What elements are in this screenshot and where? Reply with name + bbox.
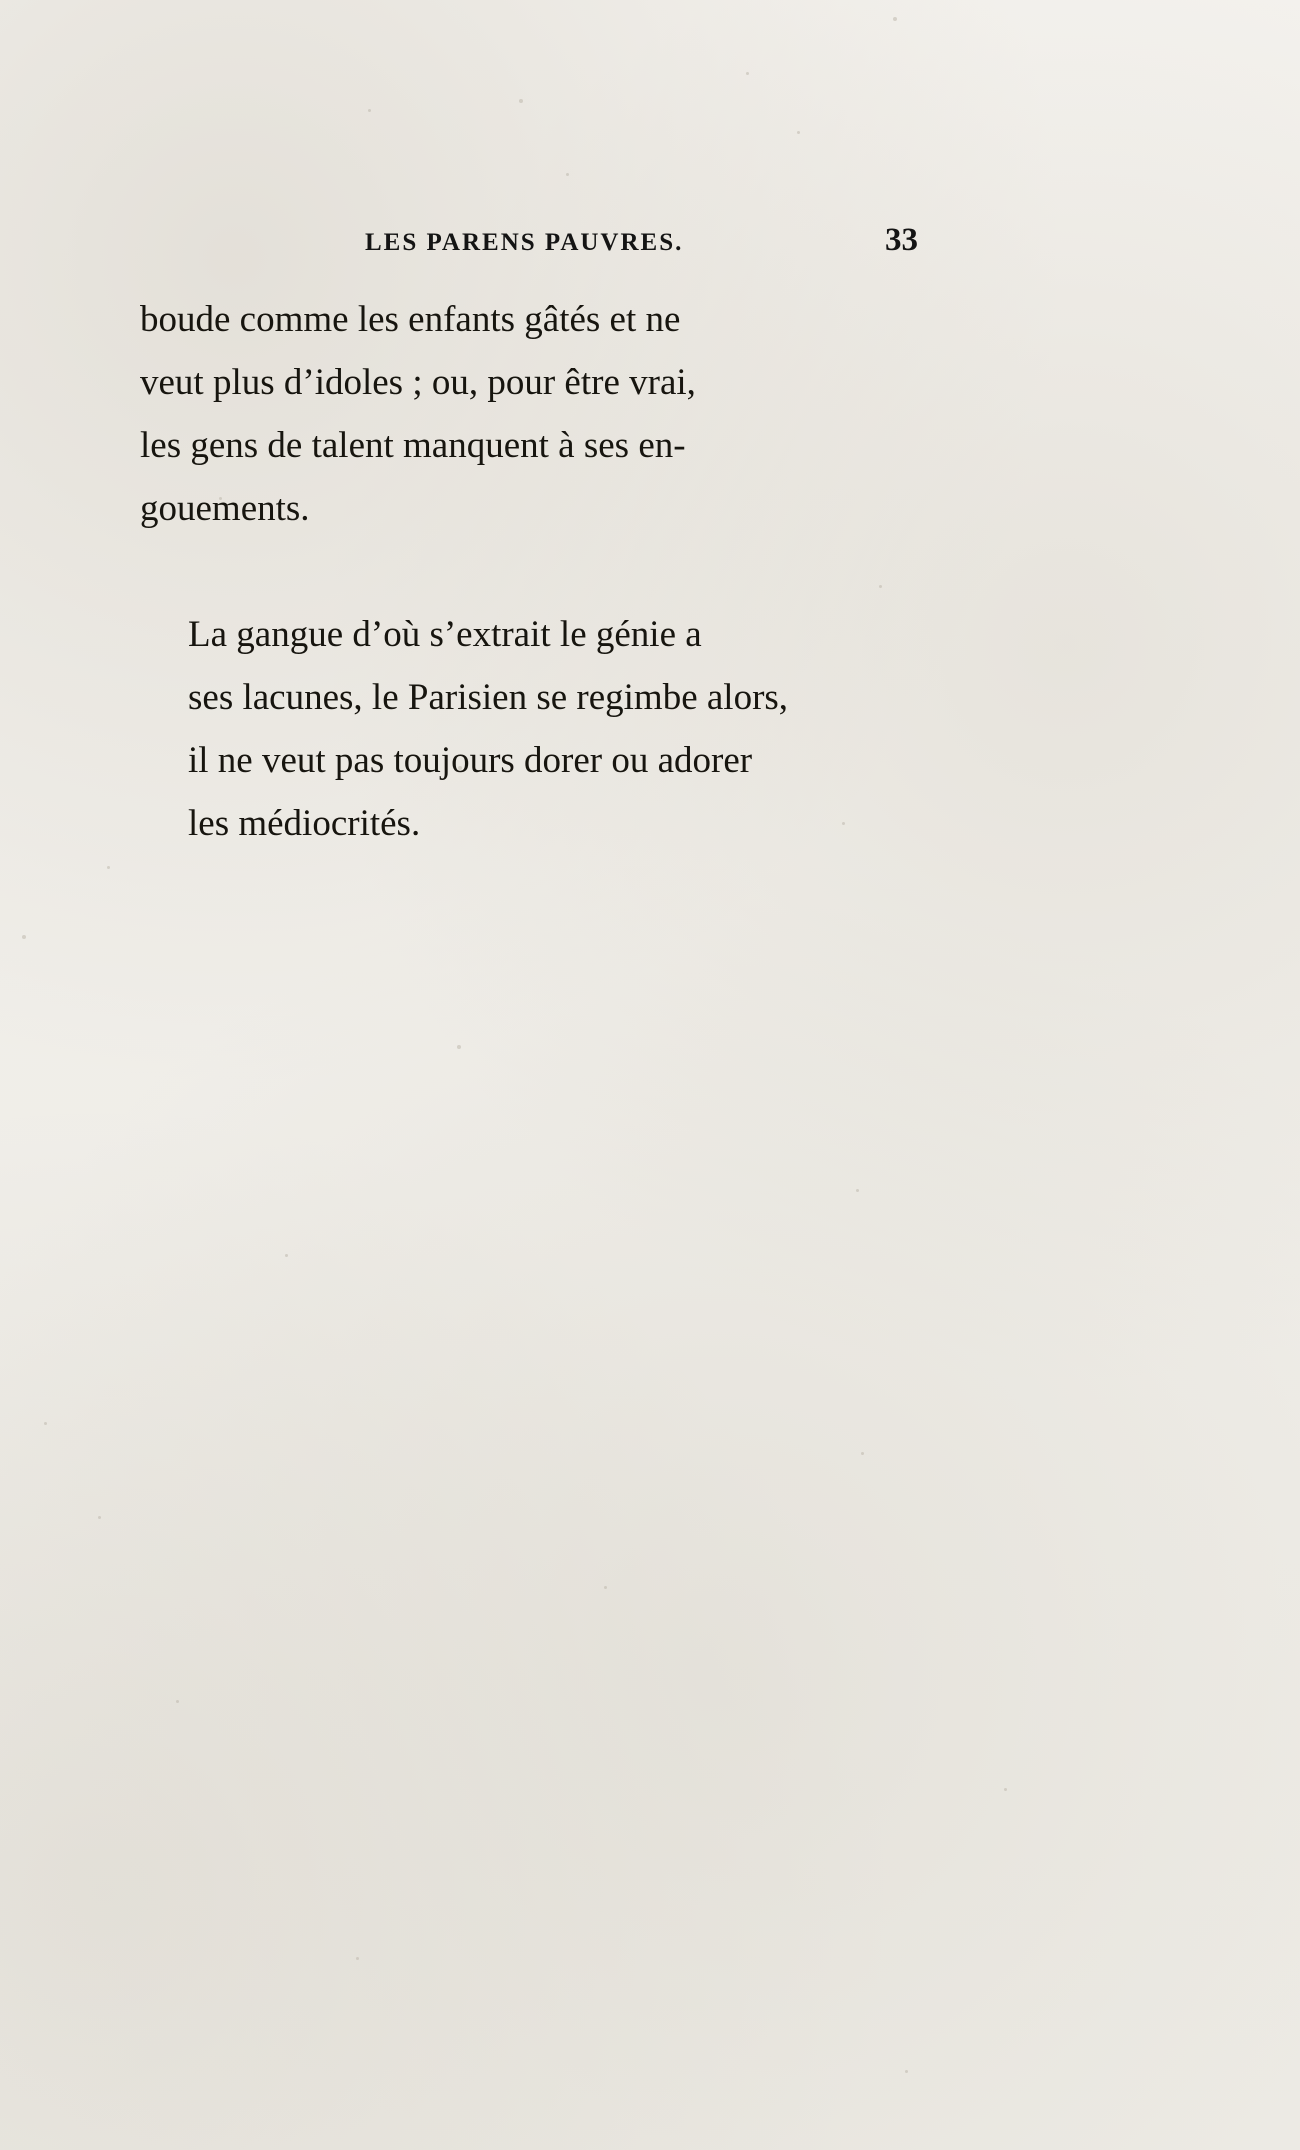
paper-speck: [285, 1254, 288, 1257]
paper-speck: [356, 1957, 359, 1960]
paper-speck: [604, 1586, 607, 1589]
line-text: les gens de talent manquent à ses en-: [140, 425, 686, 466]
paper-speck: [856, 1189, 859, 1192]
paper-speck: [746, 72, 749, 75]
line-text: boude comme les enfants gâtés et ne: [140, 299, 681, 340]
text-line: il ne veut pas toujours dorer ou adorer: [188, 740, 753, 781]
text-line: les médiocrités.: [188, 803, 421, 844]
running-head-title: LES PARENS PAUVRES.: [365, 229, 684, 256]
paper-speck: [22, 935, 26, 939]
running-head: [140, 222, 970, 259]
text-line: [140, 351, 970, 414]
paper-speck: [519, 99, 523, 103]
paper-speck: [566, 173, 569, 176]
body-text: [140, 288, 970, 855]
paper-speck: [368, 109, 371, 112]
text-line: ses lacunes, le Parisien se regimbe alors,: [188, 677, 789, 718]
line-text: veut plus d’idoles ; ou, pour être vrai,: [140, 362, 696, 403]
paper-speck: [457, 1045, 461, 1049]
page-number: 33: [885, 222, 918, 258]
text-line: gouements.: [140, 488, 310, 529]
text-line: [140, 288, 970, 351]
text-line: [140, 414, 970, 477]
paragraph: [140, 603, 970, 855]
text-line: La gangue d’où s’extrait le génie a: [188, 614, 702, 655]
paper-speck: [1004, 1788, 1007, 1791]
paper-speck: [176, 1700, 179, 1703]
paper-speck: [893, 17, 897, 21]
paragraph: [140, 288, 970, 540]
paper-speck: [44, 1422, 47, 1425]
paper-speck: [797, 131, 800, 134]
paper-speck: [905, 2070, 908, 2073]
paper-speck: [107, 866, 110, 869]
paper-speck: [861, 1452, 864, 1455]
paper-speck: [98, 1516, 101, 1519]
